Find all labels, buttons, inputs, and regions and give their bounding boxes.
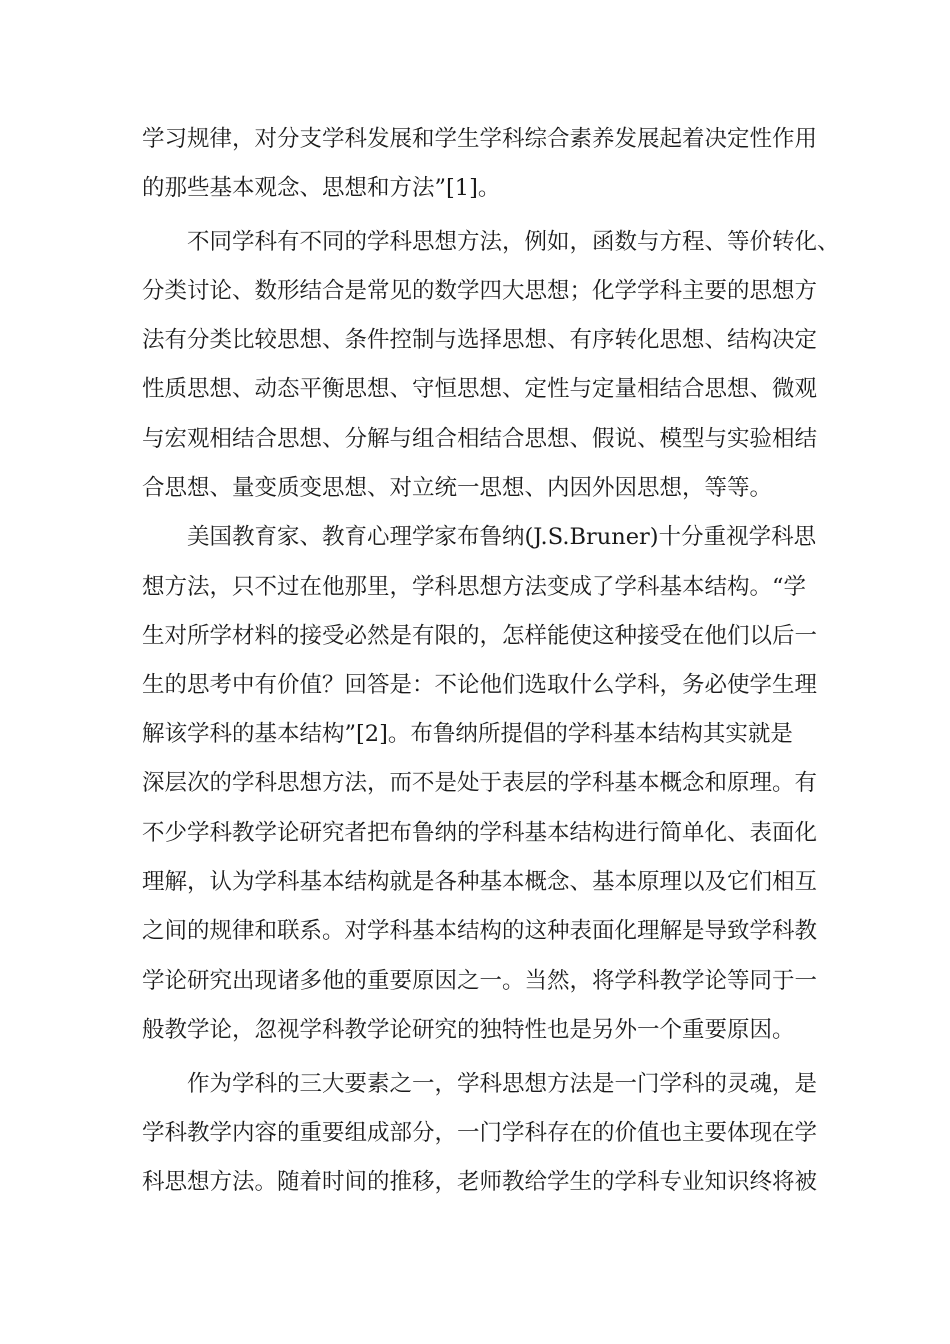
text-line: 想方法，只不过在他那里，学科思想方法变成了学科基本结构。“学 xyxy=(142,574,807,600)
text-line: 深层次的学科思想方法，而不是处于表层的学科基本概念和原理。有 xyxy=(142,770,818,796)
text-line: 学习规律，对分支学科发展和学生学科综合素养发展起着决定性作用 xyxy=(142,126,818,152)
text-line: 分类讨论、数形结合是常见的数学四大思想；化学学科主要的思想方 xyxy=(142,278,818,304)
text-line: 不少学科教学论研究者把布鲁纳的学科基本结构进行简单化、表面化 xyxy=(142,820,818,846)
paragraph-first-line: 美国教育家、教育心理学家布鲁纳(J.S.Bruner)十分重视学科思 xyxy=(187,524,817,550)
text-line: 的那些基本观念、思想和方法”[1]。 xyxy=(142,175,501,201)
text-line: 般教学论，忽视学科教学论研究的独特性也是另外一个重要原因。 xyxy=(142,1017,795,1043)
text-line: 生对所学材料的接受必然是有限的，怎样能使这种接受在他们以后一 xyxy=(142,623,818,649)
text-line: 学科教学内容的重要组成部分，一门学科存在的价值也主要体现在学 xyxy=(142,1120,818,1146)
text-line: 生的思考中有价值？回答是：不论他们选取什么学科，务必使学生理 xyxy=(142,672,818,698)
text-line: 科思想方法。随着时间的推移，老师教给学生的学科专业知识终将被 xyxy=(142,1169,818,1195)
text-line: 合思想、量变质变思想、对立统一思想、内因外因思想，等等。 xyxy=(142,475,773,501)
text-line: 与宏观相结合思想、分解与组合相结合思想、假说、模型与实验相结 xyxy=(142,426,818,452)
text-line: 理解，认为学科基本结构就是各种基本概念、基本原理以及它们相互 xyxy=(142,869,818,895)
text-line: 法有分类比较思想、条件控制与选择思想、有序转化思想、结构决定 xyxy=(142,327,818,353)
paragraph-first-line: 不同学科有不同的学科思想方法，例如，函数与方程、等价转化、 xyxy=(187,229,840,255)
text-line: 之间的规律和联系。对学科基本结构的这种表面化理解是导致学科教 xyxy=(142,918,818,944)
text-line: 学论研究出现诸多他的重要原因之一。当然，将学科教学论等同于一 xyxy=(142,968,818,994)
paragraph-first-line: 作为学科的三大要素之一，学科思想方法是一门学科的灵魂，是 xyxy=(187,1071,818,1097)
text-line: 解该学科的基本结构”[2]。布鲁纳所提倡的学科基本结构其实就是 xyxy=(142,721,793,747)
text-line: 性质思想、动态平衡思想、守恒思想、定性与定量相结合思想、微观 xyxy=(142,376,818,402)
